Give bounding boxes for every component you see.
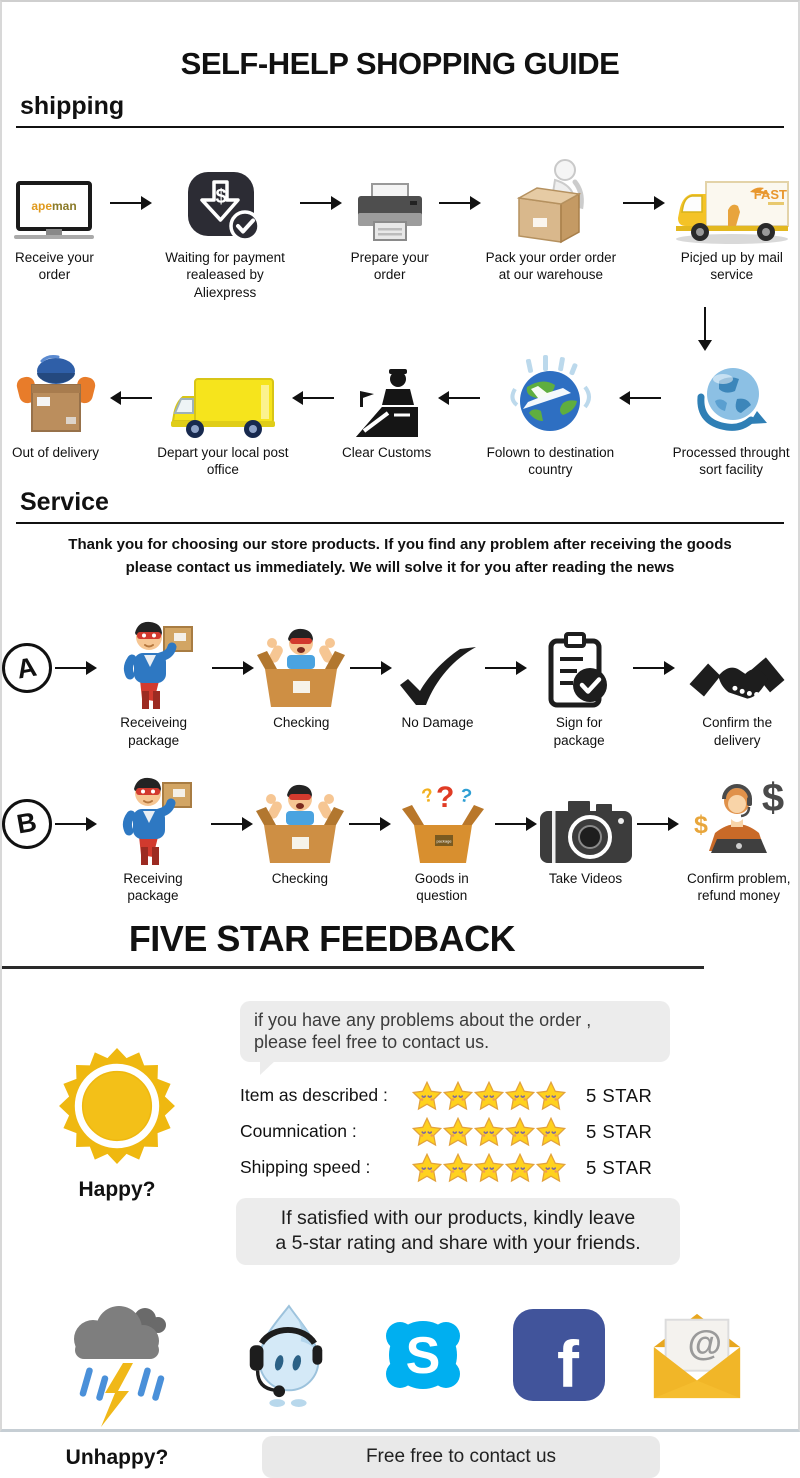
bubble-line1: if you have any problems about the order ,: [254, 1010, 592, 1031]
happy-label: Happy?: [78, 1178, 156, 1202]
satisfied-note: [236, 1198, 680, 1265]
rating-row-item-described: [240, 1078, 798, 1114]
arrow-right-icon: [637, 823, 677, 825]
shipping-flow-row-1: [2, 152, 798, 301]
step-label: Receive your order: [15, 250, 94, 283]
arrow-right-icon: [300, 202, 340, 204]
step-label: Receiveing package: [120, 715, 187, 748]
service-section: [2, 488, 798, 904]
star-icon: [412, 1153, 442, 1183]
arrow-left-icon: [112, 397, 152, 399]
contact-speech-bubble: [240, 1001, 670, 1061]
arrow-left-icon: [621, 397, 661, 399]
step-label: Depart your local post office: [157, 444, 289, 478]
star-icon: [536, 1117, 566, 1147]
contact-column: [232, 1299, 798, 1478]
page-title: SELF-HELP SHOPPING GUIDE: [180, 46, 620, 81]
pack-warehouse-icon: [505, 152, 597, 249]
step-sort-facility: [664, 347, 798, 479]
step-confirm-refund: [680, 773, 798, 905]
courier-box-icon: [8, 347, 104, 444]
shipping-section: [2, 92, 798, 478]
star-icon: [536, 1081, 566, 1111]
service-message-line1: Thank you for choosing our store products. If you find any problem after receiving the goods: [68, 536, 732, 554]
step-label: Pack your order order at our warehouse: [485, 250, 617, 283]
arrow-right-icon: [211, 823, 251, 825]
arrow-right-icon: [633, 667, 673, 669]
star-icon: [474, 1081, 504, 1111]
step-label: Checking: [271, 870, 329, 886]
rating-value: 5 STAR: [586, 1156, 653, 1178]
arrow-right-icon: [55, 823, 95, 825]
svg-text:FAST: FAST: [753, 187, 787, 202]
sign-clipboard-icon: [543, 617, 615, 714]
checkmark-icon: [396, 617, 480, 714]
email-icon[interactable]: [644, 1306, 750, 1409]
rating-rows: [240, 1078, 798, 1186]
step-receiving-package-b: [98, 773, 208, 905]
divider: [2, 966, 704, 969]
step-label: Out of delivery: [12, 444, 100, 460]
arrow-right-icon: [212, 667, 252, 669]
svg-text:$: $: [761, 775, 784, 820]
sun-icon: [54, 1045, 180, 1172]
step-label: Take Videos: [548, 870, 623, 886]
divider: [16, 522, 784, 524]
star-icon: [443, 1117, 473, 1147]
shipping-heading: shipping: [20, 92, 125, 120]
svg-text:S: S: [405, 1326, 441, 1385]
checking-box-icon: [254, 773, 346, 870]
step-depart-post: [155, 347, 291, 479]
svg-text:package: package: [436, 838, 452, 844]
step-confirm-delivery: [676, 617, 798, 749]
handshake-icon: [687, 617, 787, 714]
step-picked-up: [666, 152, 798, 284]
feedback-happy-block: [2, 1001, 798, 1264]
star-icon: [474, 1153, 504, 1183]
globe-plane-icon: [505, 347, 595, 444]
arrow-right-icon: [349, 823, 389, 825]
arrow-right-icon: [485, 667, 525, 669]
step-destination-country: [483, 347, 619, 479]
step-label: Goods in question: [414, 870, 469, 904]
five-star-icons: [412, 1117, 570, 1147]
feedback-unhappy-block: [2, 1299, 798, 1478]
service-message-line2: please contact us immediately. We will solve it for you after reading the news: [125, 558, 675, 576]
facebook-icon[interactable]: [511, 1307, 607, 1408]
divider: [16, 126, 784, 128]
aliwangwang-support-icon[interactable]: [238, 1299, 336, 1416]
step-label: Processed throught sort facility: [672, 444, 790, 478]
payment-released-icon: [186, 152, 264, 249]
five-star-icons: [412, 1153, 570, 1183]
step-label: Picjed up by mail service: [680, 250, 783, 283]
step-label: Folown to destination country: [486, 444, 615, 478]
five-star-icons: [412, 1081, 570, 1111]
svg-text:$: $: [215, 186, 227, 208]
star-icon: [536, 1153, 566, 1183]
service-heading: Service: [20, 488, 109, 517]
free-to-contact-button[interactable]: Free free to contact us: [262, 1436, 660, 1478]
step-waiting-payment: [153, 152, 297, 301]
hero-package-icon: [104, 617, 204, 714]
step-sign-package: [528, 617, 631, 749]
flow-a-badge: A: [2, 643, 52, 693]
satisfied-line2: a 5-star rating and share with your friends.: [275, 1232, 641, 1255]
happy-column: [2, 1001, 232, 1264]
step-goods-question: [392, 773, 492, 905]
star-icon: [443, 1153, 473, 1183]
rating-label: Coumnication :: [240, 1121, 357, 1142]
feedback-heading: FIVE STAR FEEDBACK: [128, 918, 516, 960]
arrow-right-icon: [350, 667, 390, 669]
unhappy-label: Unhappy?: [65, 1445, 169, 1469]
svg-text:$: $: [693, 810, 708, 839]
flow-turn: [2, 301, 798, 347]
svg-text:?: ?: [457, 784, 474, 808]
star-icon: [443, 1081, 473, 1111]
service-message: [2, 534, 798, 579]
step-label: Waiting for payment realeased by Aliexpress: [165, 250, 285, 300]
camera-icon: [538, 773, 634, 870]
star-icon: [412, 1081, 442, 1111]
step-label: Confirm problem, refund money: [686, 870, 791, 904]
flow-b-badge: B: [2, 799, 52, 849]
service-flow-b: [2, 773, 798, 905]
step-checking-b: [254, 773, 346, 887]
refund-support-icon: [687, 773, 791, 870]
rating-label: Item as described :: [240, 1085, 388, 1106]
rating-value: 5 STAR: [586, 1120, 653, 1142]
step-prepare-order: [343, 152, 436, 284]
step-label: Clear Customs: [341, 444, 432, 460]
arrow-left-icon: [294, 397, 334, 399]
step-label: No Damage: [401, 715, 474, 731]
step-label: Sign for package: [553, 715, 605, 748]
satisfied-line1: If satisfied with our products, kindly leave: [280, 1206, 636, 1229]
ratings-column: [232, 1001, 798, 1264]
service-flow-a: [2, 617, 798, 749]
rating-value: 5 STAR: [586, 1084, 653, 1106]
step-no-damage: [393, 617, 482, 731]
question-box-icon: [394, 773, 490, 870]
star-icon: [474, 1117, 504, 1147]
fast-truck-icon: [668, 152, 796, 249]
shipping-flow-row-2: [2, 347, 798, 479]
globe-sort-icon: [689, 347, 773, 444]
rain-cloud-icon: [55, 1301, 179, 1440]
star-icon: [412, 1117, 442, 1147]
step-receiving-package-a: [98, 617, 209, 749]
arrow-right-icon: [55, 667, 95, 669]
monitor-apeman-icon: [8, 152, 100, 249]
step-label: Receiving package: [123, 870, 183, 904]
rating-label: Shipping speed :: [240, 1157, 371, 1178]
step-label: Confirm the delivery: [702, 715, 773, 748]
star-icon: [505, 1117, 535, 1147]
step-label: Prepare your order: [350, 250, 429, 283]
svg-text:@: @: [687, 1323, 723, 1363]
feedback-section: [2, 918, 798, 1477]
rating-row-communication: [240, 1114, 798, 1150]
hero-package-icon: [103, 773, 203, 870]
rating-row-shipping-speed: [240, 1150, 798, 1186]
step-clear-customs: [337, 347, 437, 461]
svg-text:?: ?: [435, 780, 455, 814]
printer-icon: [352, 152, 428, 249]
step-label: Checking: [273, 715, 330, 731]
bubble-line2: please feel free to contact us.: [254, 1031, 490, 1052]
star-icon: [505, 1153, 535, 1183]
arrow-down-icon: [704, 307, 706, 341]
svg-text:apeman: apeman: [31, 199, 78, 213]
step-checking-a: [255, 617, 347, 731]
svg-text:f: f: [556, 1326, 579, 1401]
contact-channels: [238, 1299, 750, 1416]
step-pack-order: [482, 152, 620, 284]
arrow-right-icon: [110, 202, 150, 204]
unhappy-column: [2, 1299, 232, 1478]
step-take-videos: [538, 773, 634, 887]
step-receive-order: [2, 152, 107, 284]
checking-box-icon: [255, 617, 347, 714]
skype-icon[interactable]: [373, 1305, 473, 1410]
arrow-right-icon: [495, 823, 535, 825]
arrow-right-icon: [439, 202, 479, 204]
customs-icon: [348, 347, 426, 444]
step-out-delivery: [2, 347, 109, 461]
arrow-left-icon: [440, 397, 480, 399]
post-van-icon: [165, 347, 281, 444]
arrow-right-icon: [623, 202, 663, 204]
star-icon: [505, 1081, 535, 1111]
svg-text:?: ?: [419, 784, 436, 808]
